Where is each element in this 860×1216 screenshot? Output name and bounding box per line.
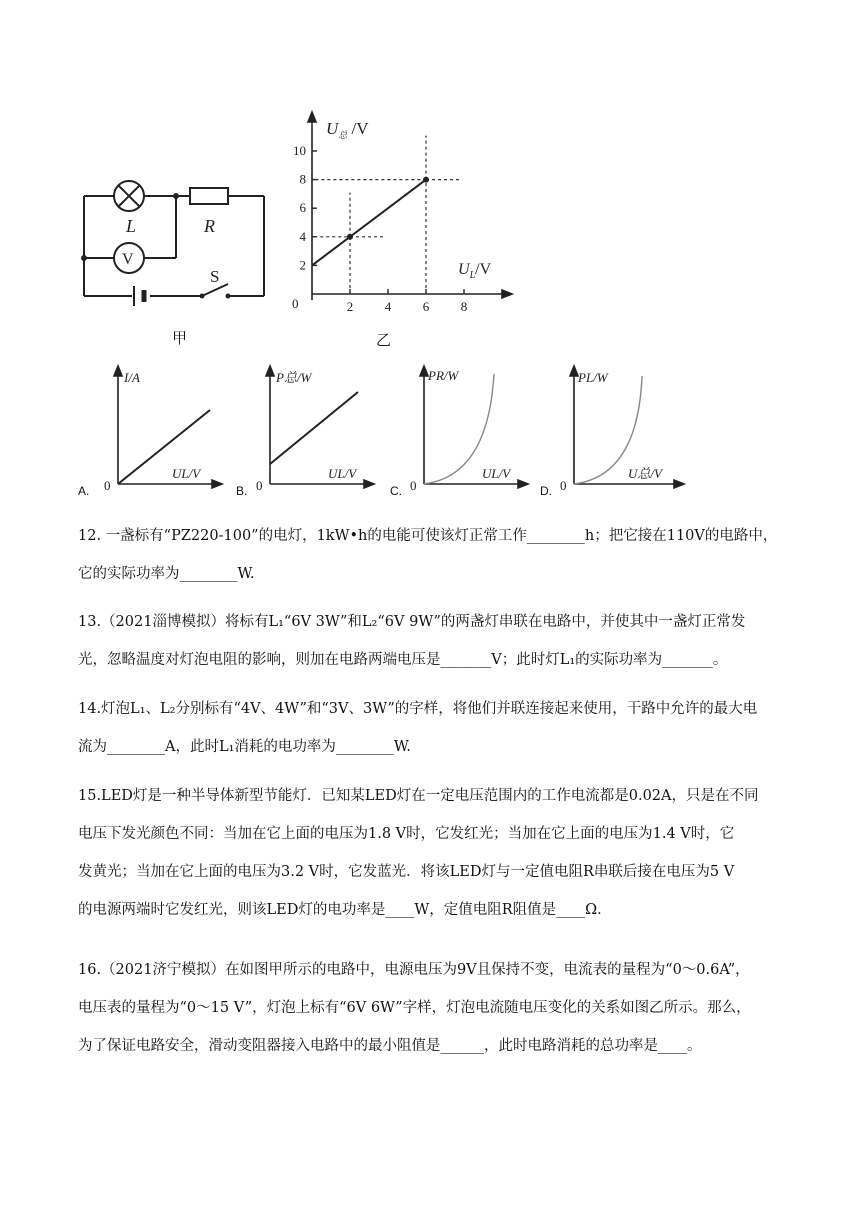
option-d-letter: D. — [540, 484, 552, 498]
voltmeter-label: V — [122, 251, 134, 268]
option-c-letter: C. — [390, 484, 402, 498]
x-tick-label: 8 — [460, 299, 468, 314]
option-a-graph — [98, 364, 228, 492]
option-b-origin: 0 — [256, 478, 263, 492]
graph-y-axis-label: $U_总$ /V — [326, 119, 369, 140]
lamp-label: L — [126, 216, 137, 236]
option-a-y-label: I/A — [124, 370, 140, 385]
q16-line-2: 电压表的量程为“0～15 V”，灯泡上标有“6V 6W”字样，灯泡电流随电压变化的关系如图乙所示。那么， — [78, 1000, 751, 1016]
resistor-symbol — [190, 188, 228, 204]
q12-line-1: 12. 一盏标有“PZ220-100”的电灯，1kW•h的电能可使该灯正常工作________h；把它接在110V的电路中， — [78, 528, 778, 544]
x-tick-label: 2 — [346, 299, 354, 314]
q14-line-1: 14.灯泡L₁、L₂分别标有“4V、4W”和“3V、3W”的字样，将他们并联连接起来使用，干路中允许的最大电 — [78, 701, 758, 717]
option-b-letter: B. — [236, 484, 248, 498]
q15-line-1: 15.LED灯是一种半导体新型节能灯．已知某LED灯在一定电压范围内的工作电流都是0.02A，只是在不同 — [78, 788, 759, 804]
switch-label: S — [210, 267, 220, 286]
lamp-symbol — [114, 181, 144, 211]
series-line — [312, 180, 426, 266]
option-b-x-label: UL/V — [328, 466, 357, 481]
graph-caption: 乙 — [376, 331, 392, 349]
option-d-x-label: U总/V — [628, 466, 662, 481]
q13-line-2: 光，忽略温度对灯泡电阻的影响，则加在电路两端电压是_______V；此时灯L₁的实际功率为_______。 — [78, 652, 728, 668]
option-a-x-label: UL/V — [172, 466, 201, 481]
y-tick-label: 8 — [299, 171, 306, 187]
y-tick-label: 2 — [299, 257, 306, 273]
q13-line-1: 13.（2021淄博模拟）将标有L₁“6V 3W”和L₂“6V 9W”的两盏灯串联在电路中，并使其中一盏灯正常发 — [78, 614, 746, 630]
q16-line-1: 16.（2021济宁模拟）在如图甲所示的电路中，电源电压为9V且保持不变，电流表的量程为“0～0.6A”， — [78, 962, 750, 978]
circuit-caption: 甲 — [172, 329, 188, 347]
option-a-letter: A. — [78, 484, 90, 498]
option-d-graph — [554, 364, 690, 492]
question-15 — [78, 777, 786, 929]
x-tick-label: 4 — [384, 299, 392, 314]
battery-symbol — [134, 286, 144, 306]
option-c-origin: 0 — [410, 478, 417, 492]
option-c-x-label: UL/V — [482, 466, 511, 481]
q15-line-2: 电压下发光颜色不同：当加在它上面的电压为1.8 V时，它发红光；当加在它上面的电压为1.4 V时，它 — [78, 826, 735, 842]
question-12 — [78, 517, 786, 593]
q15-line-4: 的电源两端时它发红光，则该LED灯的电功率是____W，定值电阻R阻值是____Ω． — [78, 902, 612, 918]
option-c-graph — [404, 364, 534, 492]
circuit-diagram — [70, 160, 280, 310]
q16-line-3: 为了保证电路安全，滑动变阻器接入电路中的最小阻值是______，此时电路消耗的总功率是____。 — [78, 1038, 702, 1054]
y-tick-label: 4 — [299, 228, 306, 244]
data-point — [347, 234, 353, 240]
q14-line-2: 流为________A，此时L₁消耗的电功率为________W. — [78, 739, 411, 755]
question-13 — [78, 603, 786, 679]
option-b-graph — [250, 364, 380, 492]
graph-x-axis-label: $U_L/V$ — [458, 261, 492, 281]
resistor-label: R — [204, 216, 215, 236]
option-d-y-label: PL/W — [578, 370, 608, 385]
q15-line-3: 发黄光；当加在它上面的电压为3.2 V时，它发蓝光．将该LED灯与一定值电阻R串联后接在电压为5 V — [78, 864, 735, 880]
guide-line — [312, 237, 350, 294]
data-point — [423, 177, 429, 183]
x-tick-label: 6 — [422, 299, 430, 314]
q12-line-2: 它的实际功率为________W. — [78, 566, 255, 582]
y-tick-label: 6 — [299, 200, 306, 216]
question-14 — [78, 690, 786, 766]
option-d-origin: 0 — [560, 478, 567, 492]
voltage-graph — [280, 108, 520, 316]
graph-origin: 0 — [292, 296, 299, 311]
option-b-y-label: P总/W — [276, 370, 312, 385]
question-16 — [78, 951, 786, 1065]
option-c-y-label: PR/W — [428, 368, 459, 383]
option-a-origin: 0 — [104, 478, 111, 492]
y-tick-label: 10 — [293, 143, 306, 158]
